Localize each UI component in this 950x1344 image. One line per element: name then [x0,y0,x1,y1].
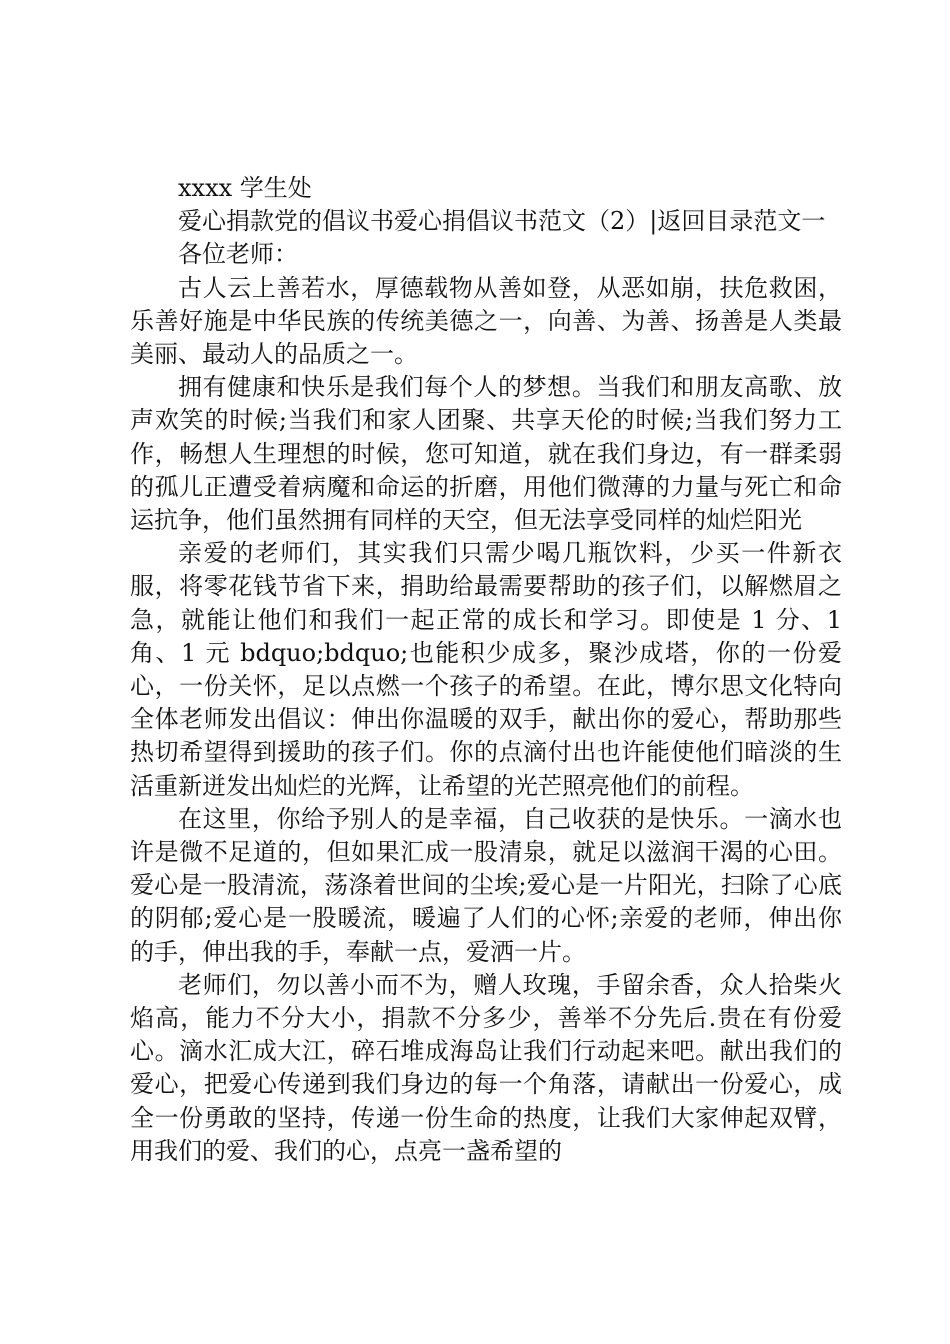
sender-line: xxxx 学生处 [178,174,312,202]
article-title: 爱心捐款党的倡议书爱心捐倡议书范文（2）|返回目录范文一 [178,207,826,236]
body-paragraph: 在这里，你给予别人的是幸福，自己收获的是快乐。一滴水也许是微不足道的，但如果汇成一股清泉，就足以滋润干渴的心田。爱心是一股清流，荡涤着世间的尘埃;爱心是一片阳光，扫除了心底的阴郁;爱心是一股暖流，暖遍了人们的心怀;亲爱的老师，伸出你的手，伸出我的手，奉献一点，爱洒一片。 [130,804,842,966]
body-paragraph: 古人云上善若水，厚德载物从善如登，从恶如崩，扶危救困，乐善好施是中华民族的传统美德之一，向善、为善、扬善是人类最美丽、最动人的品质之一。 [130,273,842,369]
document-body [130,172,842,1168]
salutation: 各位老师： [178,240,298,269]
body-paragraph: 亲爱的老师们，其实我们只需少喝几瓶饮料，少买一件新衣服，将零花钱节省下来，捐助给最需要帮助的孩子们，以解燃眉之急，就能让他们和我们一起正常的成长和学习。即使是 1 分、1 角、1 元 bdquo;bdquo;也能积少成多，聚沙成塔，你的一份爱心，一份关怀，足以点燃一个孩子的希望。在此，博尔思文化特向全体老师发出倡议：伸出你温暖的双手，献出你的爱心，帮助那些热切希望得到援助的孩子们。你的点滴付出也许能使他们暗淡的生活重新迸发出灿烂的光辉，让希望的光芒照亮他们的前程。 [130,539,842,800]
body-paragraph: 老师们，勿以善小而不为，赠人玫瑰，手留余香，众人拾柴火焰高，能力不分大小，捐款不分多少，善举不分先后.贵在有份爱心。滴水汇成大江，碎石堆成海岛让我们行动起来吧。献出我们的爱心，把爱心传递到我们身边的每一个角落，请献出一份爱心，成全一份勇敢的坚持，传递一份生命的热度，让我们大家伸起双臂，用我们的爱、我们的心，点亮一盏希望的 [130,970,842,1165]
body-paragraph: 拥有健康和快乐是我们每个人的梦想。当我们和朋友高歌、放声欢笑的时候;当我们和家人团聚、共享天伦的时候;当我们努力工作，畅想人生理想的时候，您可知道，就在我们身边，有一群柔弱的孤儿正遭受着病魔和命运的折磨，用他们微薄的力量与死亡和命运抗争，他们虽然拥有同样的天空，但无法享受同样的灿烂阳光 [130,373,842,535]
